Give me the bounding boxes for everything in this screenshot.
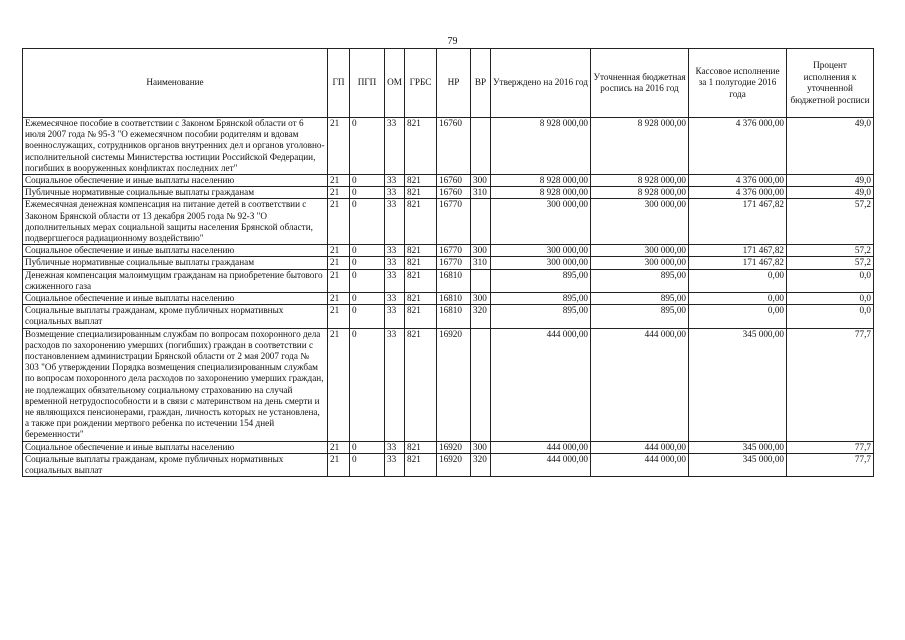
cell-gp: 21 bbox=[328, 305, 350, 328]
cell-vr: 310 bbox=[471, 187, 491, 199]
cell-np: 16760 bbox=[437, 175, 471, 187]
cell-gp: 21 bbox=[328, 328, 350, 441]
cell-percent: 49,0 bbox=[787, 175, 874, 187]
header-om: ОМ bbox=[385, 49, 405, 118]
cell-cash: 0,00 bbox=[689, 293, 787, 305]
table-row bbox=[23, 118, 874, 175]
cell-gp: 21 bbox=[328, 441, 350, 453]
cell-revised: 895,00 bbox=[591, 293, 689, 305]
table-header-row bbox=[23, 49, 874, 118]
cell-ppgp: 0 bbox=[350, 453, 385, 476]
cell-vr: 300 bbox=[471, 245, 491, 257]
page-number: 79 bbox=[447, 36, 458, 47]
cell-approved: 444 000,00 bbox=[491, 328, 591, 441]
cell-cash: 345 000,00 bbox=[689, 328, 787, 441]
cell-ppgp: 0 bbox=[350, 245, 385, 257]
cell-grbs: 821 bbox=[405, 199, 437, 245]
cell-name: Возмещение специализированным службам по вопросам похоронного дела расходов по захоронению умерших (погибших) граждан в соответствии с постановлением администрации Брянской области от 2 мая 2007 года № 303 "Об утверждении Порядка возмещения специализированным службам по вопросам похоронного дела расходов по захоронению умерших граждан, не подлежащих обязательному социальному страхованию на случай временной нетрудоспособности и в связи с материнством на день смерти и не являющихся пенсионерами, граждан, личность которых не установлена, а также при рождении мертвого ребенка по истечении 154 дней беременности" bbox=[23, 328, 328, 441]
cell-grbs: 821 bbox=[405, 293, 437, 305]
cell-np: 16760 bbox=[437, 118, 471, 175]
cell-om: 33 bbox=[385, 305, 405, 328]
cell-gp: 21 bbox=[328, 199, 350, 245]
cell-vr bbox=[471, 269, 491, 292]
header-grbs: ГРБС bbox=[405, 49, 437, 118]
cell-om: 33 bbox=[385, 257, 405, 269]
cell-vr: 300 bbox=[471, 441, 491, 453]
table-row bbox=[23, 453, 874, 476]
cell-percent: 57,2 bbox=[787, 245, 874, 257]
cell-gp: 21 bbox=[328, 187, 350, 199]
cell-percent: 77,7 bbox=[787, 441, 874, 453]
header-approved: Утверждено на 2016 год bbox=[491, 49, 591, 118]
cell-np: 16920 bbox=[437, 441, 471, 453]
cell-gp: 21 bbox=[328, 118, 350, 175]
cell-name: Социальное обеспечение и иные выплаты населению bbox=[23, 175, 328, 187]
header-name: Наименование bbox=[23, 49, 328, 118]
cell-cash: 0,00 bbox=[689, 305, 787, 328]
cell-grbs: 821 bbox=[405, 305, 437, 328]
cell-percent: 77,7 bbox=[787, 453, 874, 476]
cell-revised: 300 000,00 bbox=[591, 257, 689, 269]
cell-np: 16770 bbox=[437, 245, 471, 257]
cell-ppgp: 0 bbox=[350, 305, 385, 328]
cell-grbs: 821 bbox=[405, 269, 437, 292]
cell-np: 16920 bbox=[437, 328, 471, 441]
cell-gp: 21 bbox=[328, 293, 350, 305]
cell-revised: 444 000,00 bbox=[591, 328, 689, 441]
cell-approved: 444 000,00 bbox=[491, 453, 591, 476]
cell-percent: 0,0 bbox=[787, 293, 874, 305]
cell-revised: 300 000,00 bbox=[591, 199, 689, 245]
cell-vr: 300 bbox=[471, 293, 491, 305]
cell-name: Ежемесячная денежная компенсация на питание детей в соответствии с Законом Брянской области от 13 декабря 2005 года № 92-З "О дополнительных мерах социальной защиты населения Брянской области, подвергшегося радиационному воздействию" bbox=[23, 199, 328, 245]
cell-ppgp: 0 bbox=[350, 441, 385, 453]
header-revised: Уточненная бюджетная роспись на 2016 год bbox=[591, 49, 689, 118]
cell-cash: 4 376 000,00 bbox=[689, 118, 787, 175]
cell-gp: 21 bbox=[328, 245, 350, 257]
cell-grbs: 821 bbox=[405, 257, 437, 269]
cell-approved: 300 000,00 bbox=[491, 199, 591, 245]
cell-grbs: 821 bbox=[405, 453, 437, 476]
table-row bbox=[23, 257, 874, 269]
table-row bbox=[23, 293, 874, 305]
cell-om: 33 bbox=[385, 175, 405, 187]
cell-vr bbox=[471, 328, 491, 441]
cell-revised: 895,00 bbox=[591, 269, 689, 292]
cell-name: Социальное обеспечение и иные выплаты населению bbox=[23, 293, 328, 305]
cell-name: Социальное обеспечение и иные выплаты населению bbox=[23, 245, 328, 257]
cell-grbs: 821 bbox=[405, 175, 437, 187]
cell-np: 16810 bbox=[437, 269, 471, 292]
cell-vr: 320 bbox=[471, 305, 491, 328]
table-row bbox=[23, 175, 874, 187]
cell-name: Социальное обеспечение и иные выплаты населению bbox=[23, 441, 328, 453]
cell-revised: 300 000,00 bbox=[591, 245, 689, 257]
cell-np: 16810 bbox=[437, 305, 471, 328]
cell-cash: 0,00 bbox=[689, 269, 787, 292]
cell-revised: 444 000,00 bbox=[591, 441, 689, 453]
cell-approved: 895,00 bbox=[491, 305, 591, 328]
table-row bbox=[23, 199, 874, 245]
cell-revised: 444 000,00 bbox=[591, 453, 689, 476]
header-ppgp: ПГП bbox=[350, 49, 385, 118]
cell-ppgp: 0 bbox=[350, 293, 385, 305]
cell-vr: 300 bbox=[471, 175, 491, 187]
cell-ppgp: 0 bbox=[350, 118, 385, 175]
cell-name: Публичные нормативные социальные выплаты гражданам bbox=[23, 257, 328, 269]
budget-table bbox=[22, 48, 874, 477]
cell-cash: 171 467,82 bbox=[689, 245, 787, 257]
table-row bbox=[23, 269, 874, 292]
cell-om: 33 bbox=[385, 328, 405, 441]
cell-grbs: 821 bbox=[405, 441, 437, 453]
cell-approved: 8 928 000,00 bbox=[491, 175, 591, 187]
table-row bbox=[23, 441, 874, 453]
cell-om: 33 bbox=[385, 441, 405, 453]
cell-grbs: 821 bbox=[405, 187, 437, 199]
cell-om: 33 bbox=[385, 453, 405, 476]
cell-approved: 8 928 000,00 bbox=[491, 187, 591, 199]
cell-percent: 49,0 bbox=[787, 118, 874, 175]
cell-grbs: 821 bbox=[405, 328, 437, 441]
cell-approved: 444 000,00 bbox=[491, 441, 591, 453]
cell-np: 16810 bbox=[437, 293, 471, 305]
cell-percent: 0,0 bbox=[787, 305, 874, 328]
cell-gp: 21 bbox=[328, 269, 350, 292]
table-row bbox=[23, 328, 874, 441]
cell-ppgp: 0 bbox=[350, 269, 385, 292]
cell-revised: 8 928 000,00 bbox=[591, 118, 689, 175]
cell-percent: 49,0 bbox=[787, 187, 874, 199]
cell-ppgp: 0 bbox=[350, 199, 385, 245]
table-row bbox=[23, 187, 874, 199]
cell-approved: 895,00 bbox=[491, 269, 591, 292]
cell-approved: 300 000,00 bbox=[491, 257, 591, 269]
cell-approved: 300 000,00 bbox=[491, 245, 591, 257]
cell-ppgp: 0 bbox=[350, 328, 385, 441]
cell-om: 33 bbox=[385, 199, 405, 245]
cell-revised: 895,00 bbox=[591, 305, 689, 328]
cell-percent: 57,2 bbox=[787, 199, 874, 245]
cell-revised: 8 928 000,00 bbox=[591, 187, 689, 199]
cell-vr bbox=[471, 118, 491, 175]
cell-approved: 8 928 000,00 bbox=[491, 118, 591, 175]
cell-name: Денежная компенсация малоимущим гражданам на приобретение бытового сжиженного газа bbox=[23, 269, 328, 292]
cell-om: 33 bbox=[385, 293, 405, 305]
cell-name: Публичные нормативные социальные выплаты гражданам bbox=[23, 187, 328, 199]
cell-gp: 21 bbox=[328, 453, 350, 476]
cell-name: Социальные выплаты гражданам, кроме публичных нормативных социальных выплат bbox=[23, 305, 328, 328]
cell-cash: 4 376 000,00 bbox=[689, 187, 787, 199]
header-gp: ГП bbox=[328, 49, 350, 118]
cell-cash: 171 467,82 bbox=[689, 199, 787, 245]
cell-om: 33 bbox=[385, 269, 405, 292]
cell-approved: 895,00 bbox=[491, 293, 591, 305]
table-row bbox=[23, 305, 874, 328]
cell-ppgp: 0 bbox=[350, 257, 385, 269]
header-vr: ВР bbox=[471, 49, 491, 118]
header-cash: Кассовое исполнение за 1 полугодие 2016 года bbox=[689, 49, 787, 118]
cell-name: Социальные выплаты гражданам, кроме публичных нормативных социальных выплат bbox=[23, 453, 328, 476]
cell-grbs: 821 bbox=[405, 245, 437, 257]
cell-percent: 57,2 bbox=[787, 257, 874, 269]
cell-vr: 320 bbox=[471, 453, 491, 476]
header-percent: Процент исполнения к уточненной бюджетной росписи bbox=[787, 49, 874, 118]
cell-ppgp: 0 bbox=[350, 187, 385, 199]
cell-percent: 77,7 bbox=[787, 328, 874, 441]
cell-vr: 310 bbox=[471, 257, 491, 269]
cell-vr bbox=[471, 199, 491, 245]
cell-name: Ежемесячное пособие в соответствии с Законом Брянской области от 6 июля 2007 года № 95-З "О ежемесячном пособии родителям и вдовам военнослужащих, сотрудников органов внутренних дел и органов уголовно-исполнительной системы Министерства юстиции Российской Федерации, погибших в вооруженных конфликтах последних лет" bbox=[23, 118, 328, 175]
cell-om: 33 bbox=[385, 245, 405, 257]
cell-gp: 21 bbox=[328, 175, 350, 187]
cell-np: 16770 bbox=[437, 199, 471, 245]
header-np: НР bbox=[437, 49, 471, 118]
cell-revised: 8 928 000,00 bbox=[591, 175, 689, 187]
cell-percent: 0,0 bbox=[787, 269, 874, 292]
cell-om: 33 bbox=[385, 187, 405, 199]
cell-np: 16770 bbox=[437, 257, 471, 269]
cell-np: 16920 bbox=[437, 453, 471, 476]
cell-cash: 4 376 000,00 bbox=[689, 175, 787, 187]
cell-cash: 345 000,00 bbox=[689, 453, 787, 476]
cell-cash: 171 467,82 bbox=[689, 257, 787, 269]
cell-grbs: 821 bbox=[405, 118, 437, 175]
cell-cash: 345 000,00 bbox=[689, 441, 787, 453]
table-row bbox=[23, 245, 874, 257]
cell-np: 16760 bbox=[437, 187, 471, 199]
cell-om: 33 bbox=[385, 118, 405, 175]
cell-ppgp: 0 bbox=[350, 175, 385, 187]
cell-gp: 21 bbox=[328, 257, 350, 269]
